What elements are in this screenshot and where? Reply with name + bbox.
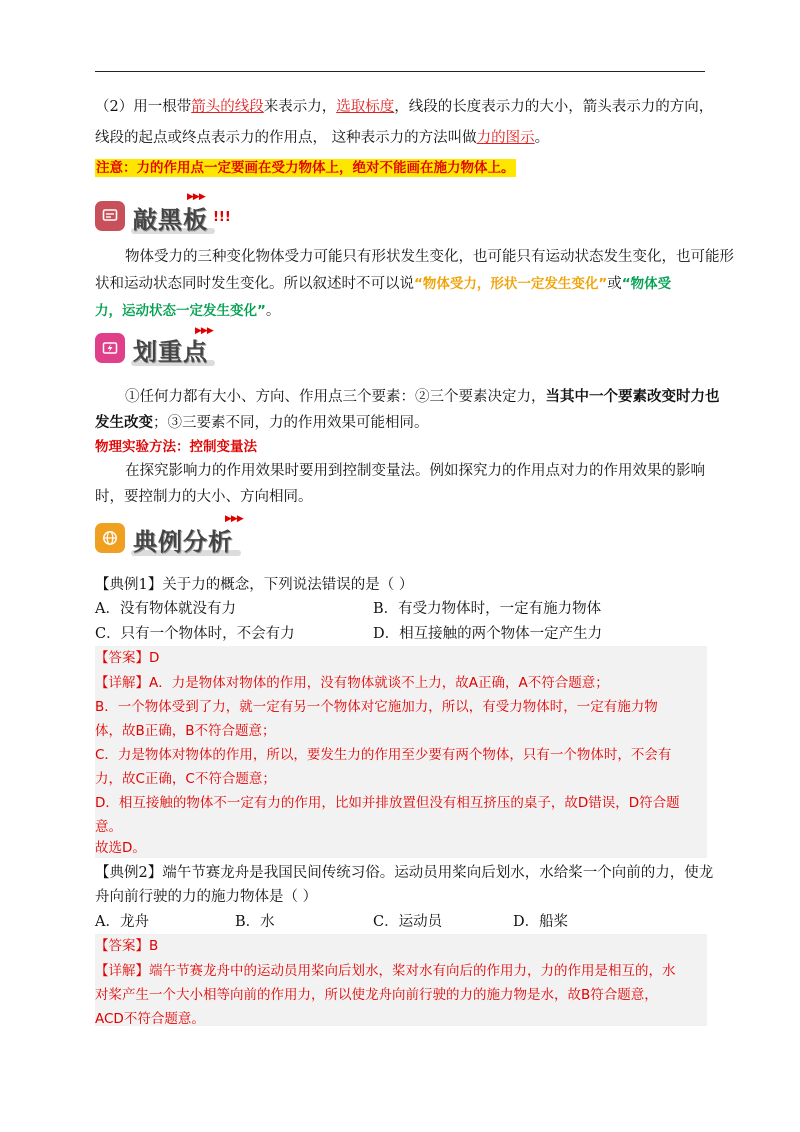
detail-text: 意。: [95, 819, 122, 835]
text: 来表示力，: [263, 99, 337, 115]
s1-line-3: [95, 301, 710, 321]
section-heading-examples: [95, 514, 275, 560]
ex2-detail-3: [95, 1009, 710, 1029]
option-b: B．有受力物体时，一定有施力物体: [373, 601, 602, 617]
header-rule: [95, 71, 705, 72]
option-a: A．龙舟: [95, 914, 149, 930]
ex2-question-line-1: [95, 863, 714, 883]
s2-line-1: [125, 387, 740, 407]
globe-icon: [95, 523, 125, 553]
quote-motion-start: “物体受: [621, 276, 672, 292]
detail-text: C．力是物体对物体的作用，所以，要发生力的作用至少要有两个物体，只有一个物体时，不会有: [95, 747, 672, 763]
section-title: 划重点: [133, 338, 208, 366]
s2-line-2: [95, 413, 710, 433]
bold-text: 当其中一个要素改变时力也: [545, 388, 720, 405]
option-d: D．相互接触的两个物体一定产生力: [373, 626, 603, 642]
text: ①任何力都有大小、方向、作用点三个要素：②三个要素决定力，: [125, 389, 546, 405]
ex2-answer: [95, 936, 710, 956]
section-title: 敲黑板: [133, 206, 208, 234]
ex1-detail-6: [95, 793, 710, 813]
keyword-arrow-segment: 箭头的线段: [191, 99, 264, 115]
arrow-marks-icon: ▶▶▶: [187, 192, 205, 202]
section-title: 典例分析: [133, 528, 233, 556]
text: 状和运动状态同时发生变化。所以叙述时不可以说: [95, 276, 414, 292]
keyword-force-diagram: 力的图示: [476, 130, 535, 146]
section-heading-key-points: [95, 326, 255, 370]
exclamation-mark: !!!: [213, 210, 231, 225]
ex1-detail-7: [95, 817, 710, 837]
s1-line-1: [125, 247, 740, 267]
keyword-scale: 选取标度: [336, 99, 395, 115]
text: 。: [265, 303, 281, 319]
text: ，线段的长度表示力的大小，箭头表示力的方向，: [394, 99, 714, 115]
s2-line-4: [95, 487, 710, 507]
detail-text: ACD不符合题意。: [95, 1011, 205, 1027]
text: 在探究影响力的作用效果时要用到控制变量法。例如探究力的作用点对力的作用效果的影响: [125, 463, 705, 479]
arrow-marks-icon: ▶▶▶: [225, 514, 243, 524]
ex1-detail-1: [95, 673, 710, 693]
method-heading: 物理实验方法：控制变量法: [95, 439, 257, 455]
answer-text: 【答案】B: [95, 938, 159, 954]
option-a: A．没有物体就没有力: [95, 601, 236, 617]
s1-line-2: [95, 274, 710, 294]
ex1-detail-8: [95, 838, 710, 858]
question-text: 【典例2】端午节赛龙舟是我国民间传统习俗。运动员用桨向后划水，水给桨一个向前的力，使龙: [95, 865, 714, 881]
para-2-line-2: [95, 128, 710, 148]
ex1-answer: [95, 648, 710, 668]
ex1-detail-3: [95, 721, 710, 741]
text: ；③三要素不同，力的作用效果可能相同。: [153, 415, 429, 431]
option-d: D．船桨: [513, 914, 569, 930]
detail-text: B．一个物体受到了力，就一定有另一个物体对它施加力，所以，有受力物体时，一定有施力物: [95, 699, 658, 715]
section-heading-blackboard: [95, 192, 255, 238]
question-text: 舟向前行驶的力的施力物体是（ ）: [95, 889, 318, 905]
s2-line-3: [125, 461, 740, 481]
detail-text: 【详解】A．力是物体对物体的作用，没有物体就谈不上力，故A正确，A不符合题意；: [95, 675, 609, 691]
lightning-icon: [95, 333, 125, 363]
detail-text: 【详解】端午节赛龙舟中的运动员用桨向后划水，桨对水有向后的作用力，力的作用是相互的，水: [95, 963, 676, 979]
option-c: C．运动员: [373, 914, 443, 930]
detail-text: D．相互接触的物体不一定有力的作用，比如并排放置但没有相互挤压的桌子，故D错误，D符合题: [95, 795, 680, 811]
bold-text: 发生改变: [95, 414, 153, 431]
text: 时，要控制力的大小、方向相同。: [95, 489, 313, 505]
highlighted-note: 注意：力的作用点一定要画在受力物体上，绝对不能画在施力物体上。: [96, 160, 515, 176]
answer-text: 【答案】D: [95, 650, 160, 666]
ex1-detail-5: [95, 769, 710, 789]
text: 线段的起点或终点表示力的作用点， 这种表示力的方法叫做: [95, 130, 477, 146]
question-text: 【典例1】关于力的概念，下列说法错误的是（ ）: [95, 577, 414, 593]
detail-text: 体，故B正确，B不符合题意；: [95, 723, 276, 739]
ex2-detail-1: [95, 961, 710, 981]
quote-shape: “物体受力，形状一定发生变化”: [414, 276, 608, 292]
method-title: [95, 437, 710, 457]
text: 物体受力的三种变化物体受力可能只有形状发生变化，也可能只有运动状态发生变化，也可能形: [125, 249, 734, 265]
text: 。: [534, 130, 550, 146]
text: 或: [607, 276, 622, 292]
option-c: C．只有一个物体时，不会有力: [95, 626, 295, 642]
ex1-detail-4: [95, 745, 710, 765]
quote-motion-end: 力，运动状态一定发生变化”: [95, 303, 266, 319]
arrow-marks-icon: ▶▶▶: [195, 326, 213, 336]
text: （2）用一根带: [95, 99, 192, 115]
detail-text: 故选D。: [95, 840, 146, 856]
ex2-question-line-2: [95, 887, 710, 907]
note-line: [95, 158, 710, 178]
para-2-line-1: [95, 97, 714, 117]
ex1-detail-2: [95, 697, 710, 717]
detail-text: 对桨产生一个大小相等向前的作用力，所以使龙舟向前行驶的力的施力物是水，故B符合题意，: [95, 987, 658, 1003]
ex1-question: [95, 575, 710, 595]
detail-text: 力，故C正确，C不符合题意；: [95, 771, 276, 787]
ex2-detail-2: [95, 985, 710, 1005]
blackboard-icon: [95, 201, 125, 231]
option-b: B．水: [235, 914, 275, 930]
